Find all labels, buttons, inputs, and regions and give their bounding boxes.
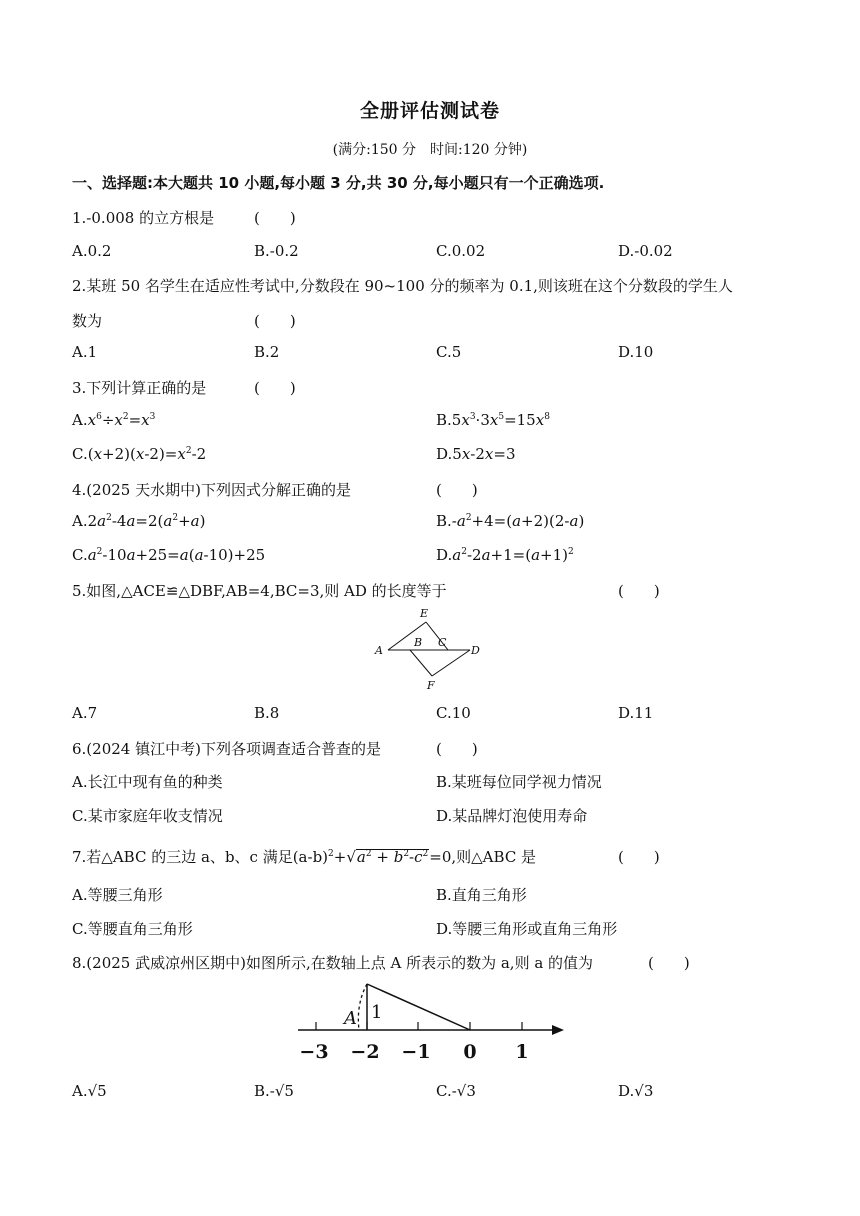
q5-option-a: A.7 (72, 704, 98, 722)
fig-label-d: D (471, 644, 480, 657)
q3-option-b: $B.5x^3\cdot 3x^5=15x^8$ (436, 411, 550, 429)
question-2-stem-line1: 2.某班 50 名学生在适应性考试中,分数段在 90~100 分的频率为 0.1,则该班在这个分数段的学生人 (72, 277, 733, 295)
number-line-figure (290, 978, 580, 1068)
q1-option-a: A.0.2 (72, 242, 112, 260)
q8-option-c: C.-√3 (436, 1082, 476, 1100)
question-4-stem: 4.(2025 天水期中)下列因式分解正确的是 (72, 481, 351, 499)
axis-tick-label: 1 (515, 1041, 529, 1063)
question-5-stem: 5.如图,△ACE≌△DBF,AB=4,BC=3,则 AD 的长度等于 (72, 582, 447, 600)
q6-option-a: A.长江中现有鱼的种类 (72, 773, 223, 791)
question-1-stem: 1.-0.008 的立方根是 (72, 209, 215, 227)
answer-paren: ( ) (648, 954, 690, 972)
q6-option-d: D.某品牌灯泡使用寿命 (436, 807, 588, 825)
q2-option-b: B.2 (254, 343, 280, 361)
q3-option-c: $C.(x+2)(x-2)=x^2-2$ (72, 445, 207, 463)
q5-option-b: B.8 (254, 704, 280, 722)
q4-option-a: $A.2a^2-4a=2(a^2+a)$ (72, 512, 206, 530)
q2-option-d: D.10 (618, 343, 654, 361)
question-2-stem-line2: 数为 (72, 312, 103, 330)
question-6-stem: 6.(2024 镇江中考)下列各项调查适合普查的是 (72, 740, 381, 758)
axis-tick-label: −1 (401, 1041, 431, 1063)
fig-label-c: C (438, 636, 447, 649)
answer-paren: ( ) (618, 582, 660, 600)
q3-option-a: $A.x^6\div x^2=x^3$ (72, 411, 156, 429)
q1-option-c: C.0.02 (436, 242, 486, 260)
section-heading: 一、选择题:本大题共 10 小题,每小题 3 分,共 30 分,每小题只有一个正确选项. (72, 174, 605, 192)
page-title: 全册评估测试卷 (359, 100, 500, 122)
q6-option-c: C.某市家庭年收支情况 (72, 807, 223, 825)
answer-paren: ( ) (618, 848, 660, 866)
q4-option-b: $B.-a^2+4=(a+2)(2-a)$ (436, 512, 585, 530)
q1-option-b: B.-0.2 (254, 242, 299, 260)
page-subtitle: (满分:150 分 时间:120 分钟) (332, 142, 528, 158)
q2-option-a: A.1 (72, 343, 98, 361)
q4-option-c: $C.a^2-10a+25=a(a-10)+25$ (72, 546, 266, 564)
q5-option-d: D.11 (618, 704, 654, 722)
answer-paren: ( ) (254, 312, 296, 330)
q2-option-c: C.5 (436, 343, 462, 361)
fig-label-f: F (427, 679, 435, 692)
triangle-figure (370, 604, 490, 694)
q8-option-d: D.√3 (618, 1082, 654, 1100)
axis-tick-label: 0 (463, 1041, 477, 1063)
q8-option-b: B.-√5 (254, 1082, 294, 1100)
point-a-label: A (344, 1008, 357, 1029)
answer-paren: ( ) (254, 379, 296, 397)
answer-paren: ( ) (254, 209, 296, 227)
q7-option-c: C.等腰直角三角形 (72, 920, 193, 938)
q8-option-a: A.√5 (72, 1082, 107, 1100)
q6-option-b: B.某班每位同学视力情况 (436, 773, 602, 791)
segment-length-label: 1 (371, 1002, 383, 1023)
q3-option-d: D.5x-2x=3 (436, 445, 516, 463)
question-8-stem: 8.(2025 武威凉州区期中)如图所示,在数轴上点 A 所表示的数为 a,则 a 的值为 (72, 954, 594, 972)
q7-option-d: D.等腰三角形或直角三角形 (436, 920, 618, 938)
axis-tick-label: −3 (299, 1041, 329, 1063)
answer-paren: ( ) (436, 740, 478, 758)
q7-option-a: A.等腰三角形 (72, 886, 163, 904)
fig-label-e: E (420, 607, 429, 620)
q7-option-b: B.直角三角形 (436, 886, 527, 904)
q4-option-d: $D.a^2-2a+1=(a+1)^2$ (436, 546, 574, 564)
fig-label-b: B (414, 636, 423, 649)
axis-tick-label: −2 (350, 1041, 380, 1063)
question-7-stem: 7.若△ABC 的三边 a、b、c 满足$(a-b)^2+√a^2 + b^2-c^2=0$,则△ABC 是 (72, 848, 537, 866)
q5-option-c: C.10 (436, 704, 471, 722)
fig-label-a: A (375, 644, 383, 657)
q1-option-d: D.-0.02 (618, 242, 673, 260)
question-3-stem: 3.下列计算正确的是 (72, 379, 207, 397)
answer-paren: ( ) (436, 481, 478, 499)
